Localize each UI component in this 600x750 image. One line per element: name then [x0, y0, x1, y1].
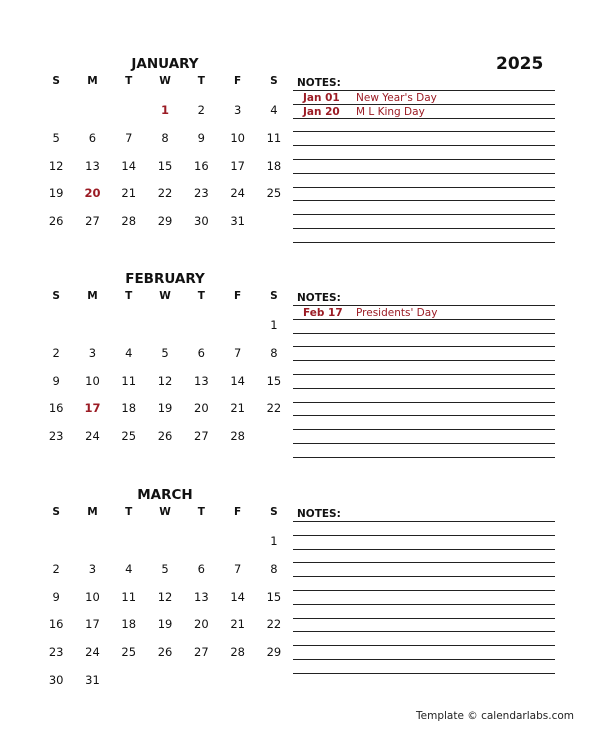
day-cell: 7 — [125, 130, 133, 145]
day-empty — [111, 103, 147, 131]
day-cell-holiday: 17 — [84, 401, 101, 416]
day-empty — [219, 534, 255, 562]
weekday-tue: T — [125, 506, 133, 518]
day-cell: 5 — [161, 345, 169, 360]
day-cell: 29 — [157, 214, 173, 229]
holiday-date: Feb 17 — [303, 307, 343, 319]
day-cell: 23 — [48, 429, 64, 444]
day-empty — [38, 534, 74, 562]
day-cell: 3 — [88, 345, 97, 360]
day-cell: 11 — [266, 130, 282, 145]
note-rule-line — [293, 90, 555, 91]
note-rule-line — [293, 131, 555, 132]
note-rule-line — [293, 645, 555, 646]
day-cell: 2 — [52, 345, 60, 360]
weekday-header-row — [38, 506, 292, 534]
weekday-mon: M — [87, 75, 98, 87]
day-cell: 5 — [52, 130, 60, 145]
day-cell: 12 — [157, 373, 173, 388]
day-empty — [74, 534, 110, 562]
day-cell: 11 — [121, 373, 137, 388]
day-cell: 30 — [194, 214, 209, 229]
day-cell: 14 — [230, 589, 245, 604]
day-cell: 16 — [48, 617, 64, 632]
weekday-sun: S — [52, 506, 60, 518]
weekday-fri: F — [234, 290, 242, 302]
note-rule-line — [293, 346, 555, 347]
note-rule-line — [293, 659, 555, 660]
weekday-wed: W — [159, 290, 171, 302]
day-cell: 2 — [197, 103, 205, 117]
day-cell: 19 — [48, 186, 64, 201]
note-rule-line — [293, 618, 555, 619]
day-cell: 23 — [48, 645, 64, 660]
day-cell: 22 — [266, 617, 282, 632]
weekday-header-row — [38, 290, 292, 318]
day-cell: 31 — [230, 214, 245, 229]
day-cell: 18 — [121, 617, 137, 632]
month-title: FEBRUARY — [125, 271, 205, 287]
day-cell: 1 — [270, 318, 278, 332]
day-grid — [38, 534, 292, 701]
day-empty — [74, 318, 110, 346]
holiday-note — [293, 307, 555, 319]
note-rule-line — [293, 173, 555, 174]
note-rule-line — [293, 374, 555, 375]
day-cell: 28 — [230, 645, 245, 660]
note-rule-line — [293, 521, 555, 522]
weekday-wed: W — [159, 75, 171, 87]
day-cell: 24 — [230, 186, 245, 201]
day-empty — [183, 318, 219, 346]
day-empty — [38, 318, 74, 346]
day-cell: 18 — [266, 158, 282, 173]
day-cell: 16 — [48, 401, 64, 416]
day-empty — [147, 318, 183, 346]
note-rule-line — [293, 402, 555, 403]
day-cell: 30 — [48, 672, 64, 687]
weekday-mon: M — [87, 290, 98, 302]
weekday-wed: W — [159, 506, 171, 518]
month-title: MARCH — [137, 487, 193, 503]
day-cell: 6 — [197, 345, 205, 360]
notes-label: NOTES: — [297, 77, 341, 89]
day-cell: 27 — [85, 214, 100, 229]
day-cell: 22 — [266, 401, 282, 416]
note-rule-line — [293, 242, 555, 243]
day-cell: 15 — [266, 589, 282, 604]
weekday-thu: T — [197, 506, 205, 518]
day-cell: 25 — [121, 429, 137, 444]
day-cell: 17 — [85, 617, 100, 632]
day-cell: 8 — [161, 130, 169, 145]
day-empty — [147, 534, 183, 562]
holiday-name: New Year's Day — [356, 92, 437, 104]
day-cell: 2 — [52, 561, 60, 576]
day-cell: 10 — [230, 130, 245, 145]
day-cell: 13 — [194, 589, 209, 604]
weekday-mon: M — [87, 506, 98, 518]
day-cell: 23 — [194, 186, 209, 201]
day-cell: 9 — [52, 373, 60, 388]
day-cell: 22 — [157, 186, 173, 201]
holiday-name: M L King Day — [356, 105, 425, 118]
day-cell: 9 — [52, 589, 60, 604]
day-empty — [74, 103, 110, 131]
day-cell: 21 — [121, 186, 137, 201]
weekday-sat: S — [270, 75, 278, 87]
note-rule-line — [293, 388, 555, 389]
weekday-thu: T — [197, 290, 205, 302]
note-rule-line — [293, 305, 555, 306]
day-cell: 9 — [197, 130, 205, 145]
note-rule-line — [293, 200, 555, 201]
day-cell: 26 — [157, 429, 173, 444]
day-cell: 29 — [266, 645, 282, 660]
day-cell: 3 — [88, 561, 97, 576]
year-title: 2025 — [496, 54, 544, 74]
day-empty — [111, 534, 147, 562]
day-cell: 19 — [157, 401, 173, 416]
day-cell: 16 — [194, 158, 209, 173]
day-grid — [38, 103, 292, 242]
day-cell: 28 — [230, 429, 245, 444]
day-cell: 15 — [266, 373, 282, 388]
day-cell: 1 — [270, 534, 278, 548]
note-rule-line — [293, 457, 555, 458]
weekday-tue: T — [125, 75, 133, 87]
day-cell: 10 — [85, 373, 100, 388]
day-grid — [38, 318, 292, 457]
holiday-name: Presidents' Day — [356, 307, 438, 319]
note-rule-line — [293, 145, 555, 146]
note-rule-line — [293, 214, 555, 215]
day-cell: 18 — [121, 401, 137, 416]
day-cell: 25 — [121, 645, 137, 660]
note-rule-line — [293, 673, 555, 674]
day-cell: 6 — [197, 561, 205, 576]
day-cell: 4 — [125, 345, 133, 360]
day-cell: 28 — [121, 214, 137, 229]
note-rule-line — [293, 590, 555, 591]
notes-label: NOTES: — [297, 292, 341, 304]
weekday-fri: F — [234, 506, 242, 518]
day-cell: 27 — [194, 429, 209, 444]
note-rule-line — [293, 159, 555, 160]
day-cell: 6 — [88, 130, 97, 145]
note-rule-line — [293, 535, 555, 536]
day-cell: 14 — [121, 158, 137, 173]
day-cell: 21 — [230, 401, 245, 416]
weekday-sun: S — [52, 75, 60, 87]
note-rule-line — [293, 333, 555, 334]
day-cell: 3 — [233, 103, 242, 117]
holiday-date: Jan 01 — [303, 92, 340, 104]
day-cell: 26 — [157, 645, 173, 660]
weekday-sun: S — [52, 290, 60, 302]
note-rule-line — [293, 562, 555, 563]
day-cell: 24 — [85, 645, 100, 660]
holiday-date: Jan 20 — [303, 105, 340, 118]
day-cell: 8 — [270, 561, 278, 576]
day-cell: 26 — [48, 214, 64, 229]
note-rule-line — [293, 631, 555, 632]
note-rule-line — [293, 549, 555, 550]
day-cell: 20 — [194, 401, 209, 416]
day-cell-holiday: 20 — [84, 186, 101, 201]
note-rule-line — [293, 228, 555, 229]
day-cell: 19 — [157, 617, 173, 632]
weekday-sat: S — [270, 506, 278, 518]
note-rule-line — [293, 429, 555, 430]
day-cell: 7 — [233, 561, 242, 576]
day-cell: 17 — [230, 158, 245, 173]
note-rule-line — [293, 443, 555, 444]
holiday-note — [293, 106, 555, 118]
day-cell: 27 — [194, 645, 209, 660]
day-cell: 13 — [85, 158, 100, 173]
weekday-header-row — [38, 75, 292, 103]
day-cell: 20 — [194, 617, 209, 632]
day-cell: 4 — [125, 561, 133, 576]
weekday-thu: T — [197, 75, 205, 87]
note-rule-line — [293, 360, 555, 361]
day-empty — [111, 318, 147, 346]
weekday-fri: F — [234, 75, 242, 87]
notes-label: NOTES: — [297, 508, 341, 520]
day-cell: 5 — [161, 561, 169, 576]
day-cell: 12 — [48, 158, 64, 173]
holiday-note — [293, 92, 555, 104]
weekday-tue: T — [125, 290, 133, 302]
day-cell: 7 — [233, 345, 242, 360]
day-cell: 10 — [85, 589, 100, 604]
day-empty — [219, 318, 255, 346]
day-empty — [38, 103, 74, 131]
day-cell: 24 — [85, 429, 100, 444]
note-rule-line — [293, 415, 555, 416]
day-cell: 31 — [85, 672, 100, 687]
day-cell: 12 — [157, 589, 173, 604]
day-cell: 11 — [121, 589, 137, 604]
note-rule-line — [293, 604, 555, 605]
note-rule-line — [293, 576, 555, 577]
month-title: JANUARY — [131, 56, 199, 72]
day-cell: 4 — [270, 103, 278, 117]
day-cell: 21 — [230, 617, 245, 632]
day-cell: 25 — [266, 186, 282, 201]
day-cell: 13 — [194, 373, 209, 388]
footer-credit: Template © calendarlabs.com — [416, 710, 574, 722]
note-rule-line — [293, 187, 555, 188]
weekday-sat: S — [270, 290, 278, 302]
day-empty — [183, 534, 219, 562]
day-cell: 15 — [157, 158, 173, 173]
day-cell: 8 — [270, 345, 278, 360]
day-cell: 14 — [230, 373, 245, 388]
day-cell-holiday: 1 — [161, 103, 170, 117]
